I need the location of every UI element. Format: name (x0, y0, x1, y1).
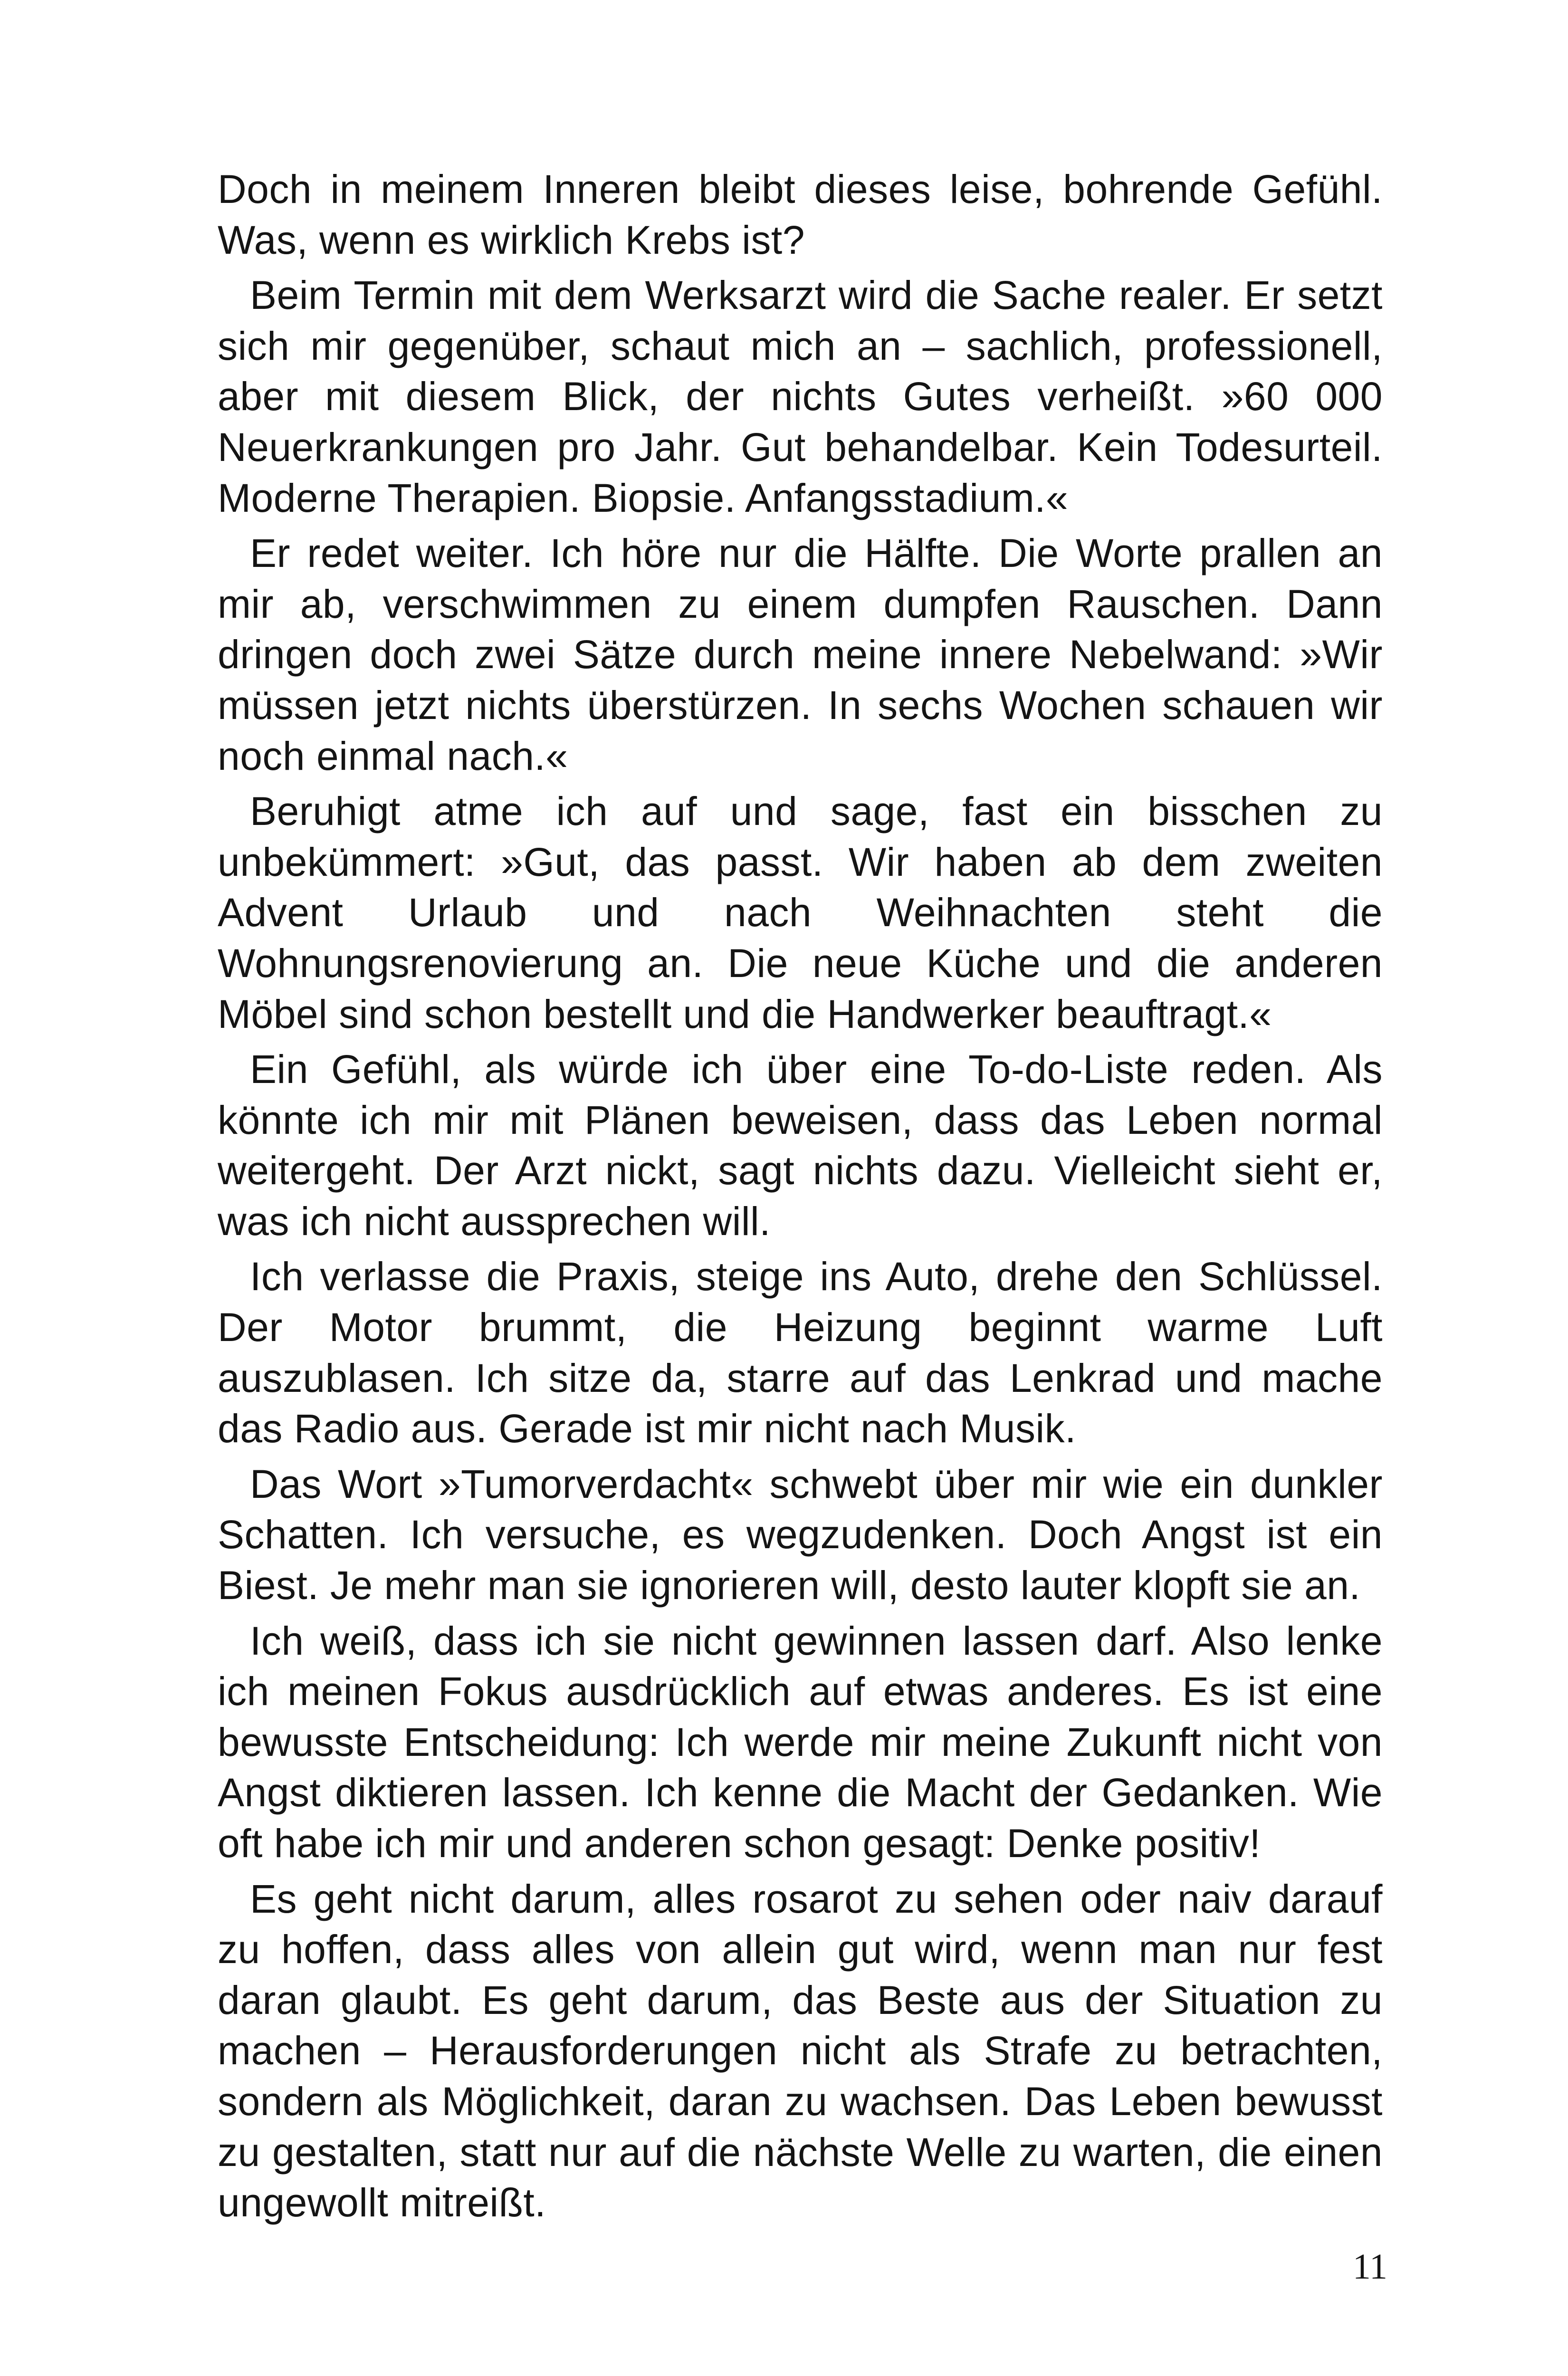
paragraph: Ich verlasse die Praxis, steige ins Auto, drehe den Schlüssel. Der Motor brummt, die Heizung beginnt warme Luft auszublasen. Ich sitze da, starre auf das Lenkrad und mache das Radio aus. Gerade ist mir nicht nach Musik. (218, 1254, 1383, 1451)
paragraph: Ein Gefühl, als würde ich über eine To-do-Liste reden. Als könnte ich mir mit Plänen beweisen, dass das Leben normal weitergeht. Der Arzt nickt, sagt nichts dazu. Vielleicht sieht er, was ich nicht aussprechen will. (218, 1047, 1383, 1244)
page-number: 11 (1352, 2247, 1387, 2287)
paragraph: Doch in meinem Inneren bleibt dieses leise, bohrende Gefühl. Was, wenn es wirklich Krebs ist? (218, 167, 1383, 262)
paragraph: Das Wort »Tumorverdacht« schwebt über mir wie ein dunkler Schatten. Ich versuche, es wegzudenken. Doch Angst ist ein Biest. Je mehr man sie ignorieren will, desto lauter klopft sie an. (218, 1461, 1383, 1608)
paragraph: Ich weiß, dass ich sie nicht gewinnen lassen darf. Also lenke ich meinen Fokus ausdrücklich auf etwas anderes. Es ist eine bewusste Entscheidung: Ich werde mir meine Zukunft nicht von Angst diktieren lassen. Ich kenne die Macht der Gedanken. Wie oft habe ich mir und anderen schon gesagt: Denke positiv! (218, 1618, 1383, 1866)
paragraph: Es geht nicht darum, alles rosarot zu sehen oder naiv darauf zu hoffen, dass alles von allein gut wird, wenn man nur fest daran glaubt. Es geht darum, das Beste aus der Situation zu machen – Herausforderungen nicht als Strafe zu betrachten, sondern als Möglichkeit, daran zu wachsen. Das Leben bewusst zu gestalten, statt nur auf die nächste Welle zu warten, die einen ungewollt mitreißt. (218, 1876, 1383, 2225)
paragraph: Er redet weiter. Ich höre nur die Hälfte. Die Worte prallen an mir ab, verschwimmen zu einem dumpfen Rauschen. Dann dringen doch zwei Sätze durch meine innere Nebelwand: »Wir müssen jetzt nichts überstürzen. In sechs Wochen schauen wir noch einmal nach.« (218, 531, 1383, 778)
paragraph: Beruhigt atme ich auf und sage, fast ein bisschen zu unbekümmert: »Gut, das passt. Wir haben ab dem zweiten Advent Urlaub und nach Weihnachten steht die Wohnungsrenovierung an. Die neue Küche und die anderen Möbel sind schon bestellt und die Handwerker beauftragt.« (218, 789, 1383, 1036)
body-text (218, 164, 1383, 2233)
paragraph: Beim Termin mit dem Werksarzt wird die Sache realer. Er setzt sich mir gegenüber, schaut mich an – sachlich, professionell, aber mit diesem Blick, der nichts Gutes verheißt. »60 000 Neuerkrankungen pro Jahr. Gut behandelbar. Kein Todesurteil. Moderne Therapien. Biopsie. Anfangsstadium.« (218, 273, 1383, 520)
